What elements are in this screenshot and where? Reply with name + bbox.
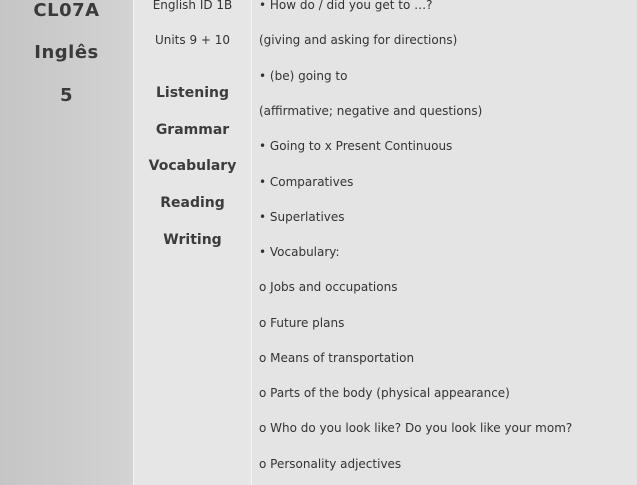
content-column xyxy=(252,0,637,485)
units-label: Units 9 + 10 xyxy=(154,33,231,47)
skill-vocabulary: Vocabulary xyxy=(148,158,237,174)
content-line: o Future plans xyxy=(259,316,345,330)
left-column xyxy=(0,0,134,485)
subject-name: Inglês xyxy=(34,42,99,63)
content-line: • Vocabulary: xyxy=(259,245,340,259)
book-title: English ID 1B xyxy=(152,0,233,12)
content-line: (affirmative; negative and questions) xyxy=(259,104,483,118)
content-line: • How do / did you get to …? xyxy=(259,0,433,12)
skill-listening: Listening xyxy=(156,85,229,101)
middle-column xyxy=(134,0,252,485)
content-line: (giving and asking for directions) xyxy=(259,33,458,47)
content-line: • (be) going to xyxy=(259,69,348,83)
skill-grammar: Grammar xyxy=(155,122,230,138)
content-line: • Superlatives xyxy=(259,210,345,224)
content-line: • Comparatives xyxy=(259,175,354,189)
class-number: 5 xyxy=(59,85,74,106)
content-line: o Parts of the body (physical appearance) xyxy=(259,386,510,400)
class-code: CL07A xyxy=(33,0,100,21)
skill-writing: Writing xyxy=(163,232,222,248)
content-line: o Jobs and occupations xyxy=(259,280,398,294)
content-line: • Going to x Present Continuous xyxy=(259,139,453,153)
content-line: o Personality adjectives xyxy=(259,457,402,471)
content-line: o Who do you look like? Do you look like your mom? xyxy=(259,421,573,435)
content-line: o Means of transportation xyxy=(259,351,415,365)
skill-reading: Reading xyxy=(160,195,225,211)
